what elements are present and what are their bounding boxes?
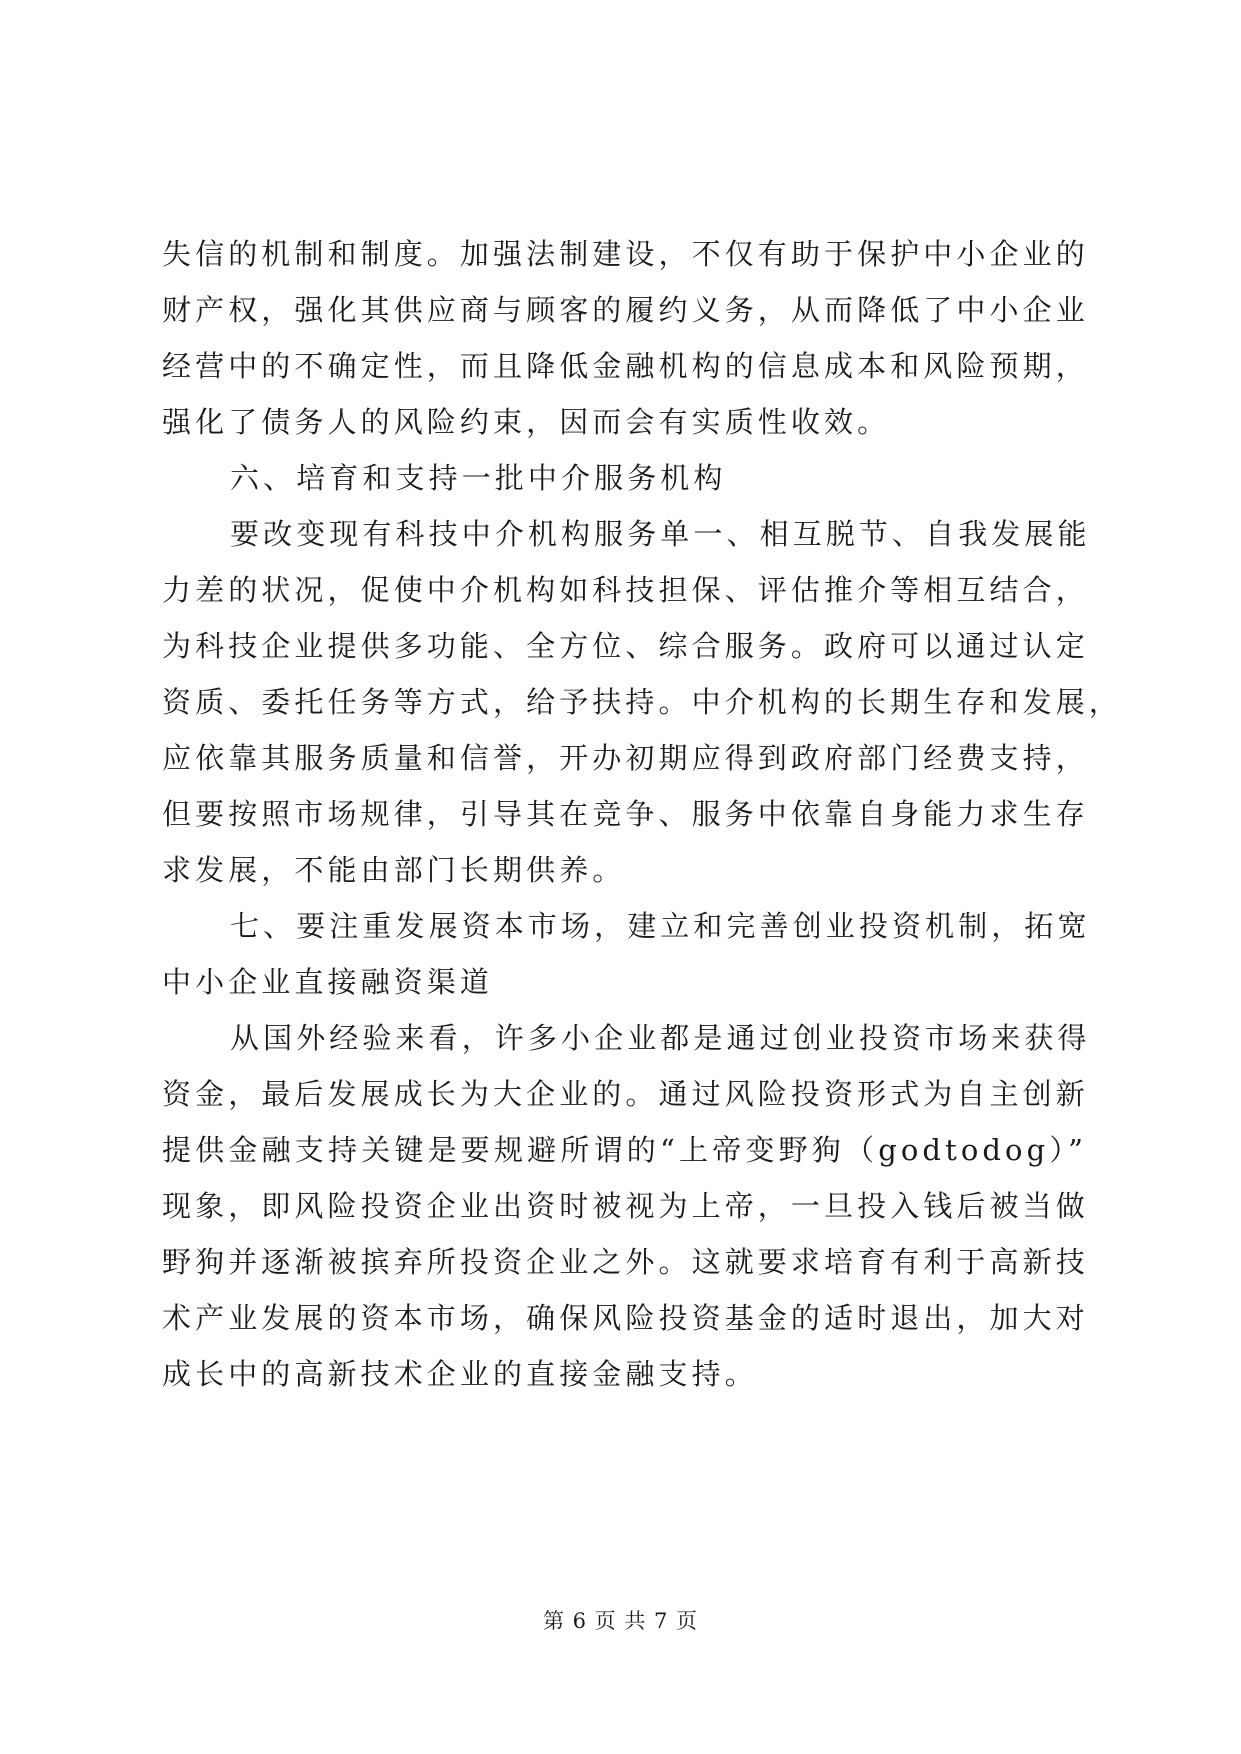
text-line-7: 力差的状况，促使中介机构如科技担保、评估推介等相互结合，: [162, 573, 1089, 607]
text-line-4: 强化了债务人的风险约束，因而会有实质性收效。: [162, 405, 891, 439]
text-line-19: 野狗并逐渐被摈弃所投资企业之外。这就要求培育有利于高新技: [162, 1245, 1089, 1279]
section-heading-7-line-1: 七、要注重发展资本市场，建立和完善创业投资机制，拓宽: [230, 909, 1091, 943]
text-line-21: 成长中的高新技术企业的直接金融支持。: [162, 1357, 758, 1391]
text-line-18: 现象，即风险投资企业出资时被视为上帝，一旦投入钱后被当做: [162, 1189, 1089, 1223]
text-line-6: 要改变现有科技中介机构服务单一、相互脱节、自我发展能: [230, 517, 1091, 551]
text-line-17: 提供金融支持关键是要规避所谓的“上帝变野狗（godtodog）”: [162, 1133, 1087, 1167]
section-heading-6: 六、培育和支持一批中介服务机构: [230, 461, 727, 495]
text-line-15: 从国外经验来看，许多小企业都是通过创业投资市场来获得: [230, 1021, 1091, 1055]
text-line-3: 经营中的不确定性，而且降低金融机构的信息成本和风险预期，: [162, 349, 1089, 383]
section-heading-7-line-2: 中小企业直接融资渠道: [162, 965, 494, 999]
page-number-footer: 第 6 页 共 7 页: [542, 1609, 699, 1633]
text-line-11: 但要按照市场规律，引导其在竞争、服务中依靠自身能力求生存: [162, 797, 1089, 831]
text-line-10: 应依靠其服务质量和信誉，开办初期应得到政府部门经费支持，: [162, 741, 1089, 775]
text-line-1: 失信的机制和制度。加强法制建设，不仅有助于保护中小企业的: [162, 237, 1089, 271]
text-line-8: 为科技企业提供多功能、全方位、综合服务。政府可以通过认定: [162, 629, 1089, 663]
text-line-20: 术产业发展的资本市场，确保风险投资基金的适时退出，加大对: [162, 1301, 1089, 1335]
document-body: [162, 226, 1122, 1402]
text-line-16: 资金，最后发展成长为大企业的。通过风险投资形式为自主创新: [162, 1077, 1089, 1111]
text-line-12: 求发展，不能由部门长期供养。: [162, 853, 626, 887]
text-line-2: 财产权，强化其供应商与顾客的履约义务，从而降低了中小企业: [162, 293, 1089, 327]
text-line-9: 资质、委托任务等方式，给予扶持。中介机构的长期生存和发展，: [162, 685, 1122, 719]
